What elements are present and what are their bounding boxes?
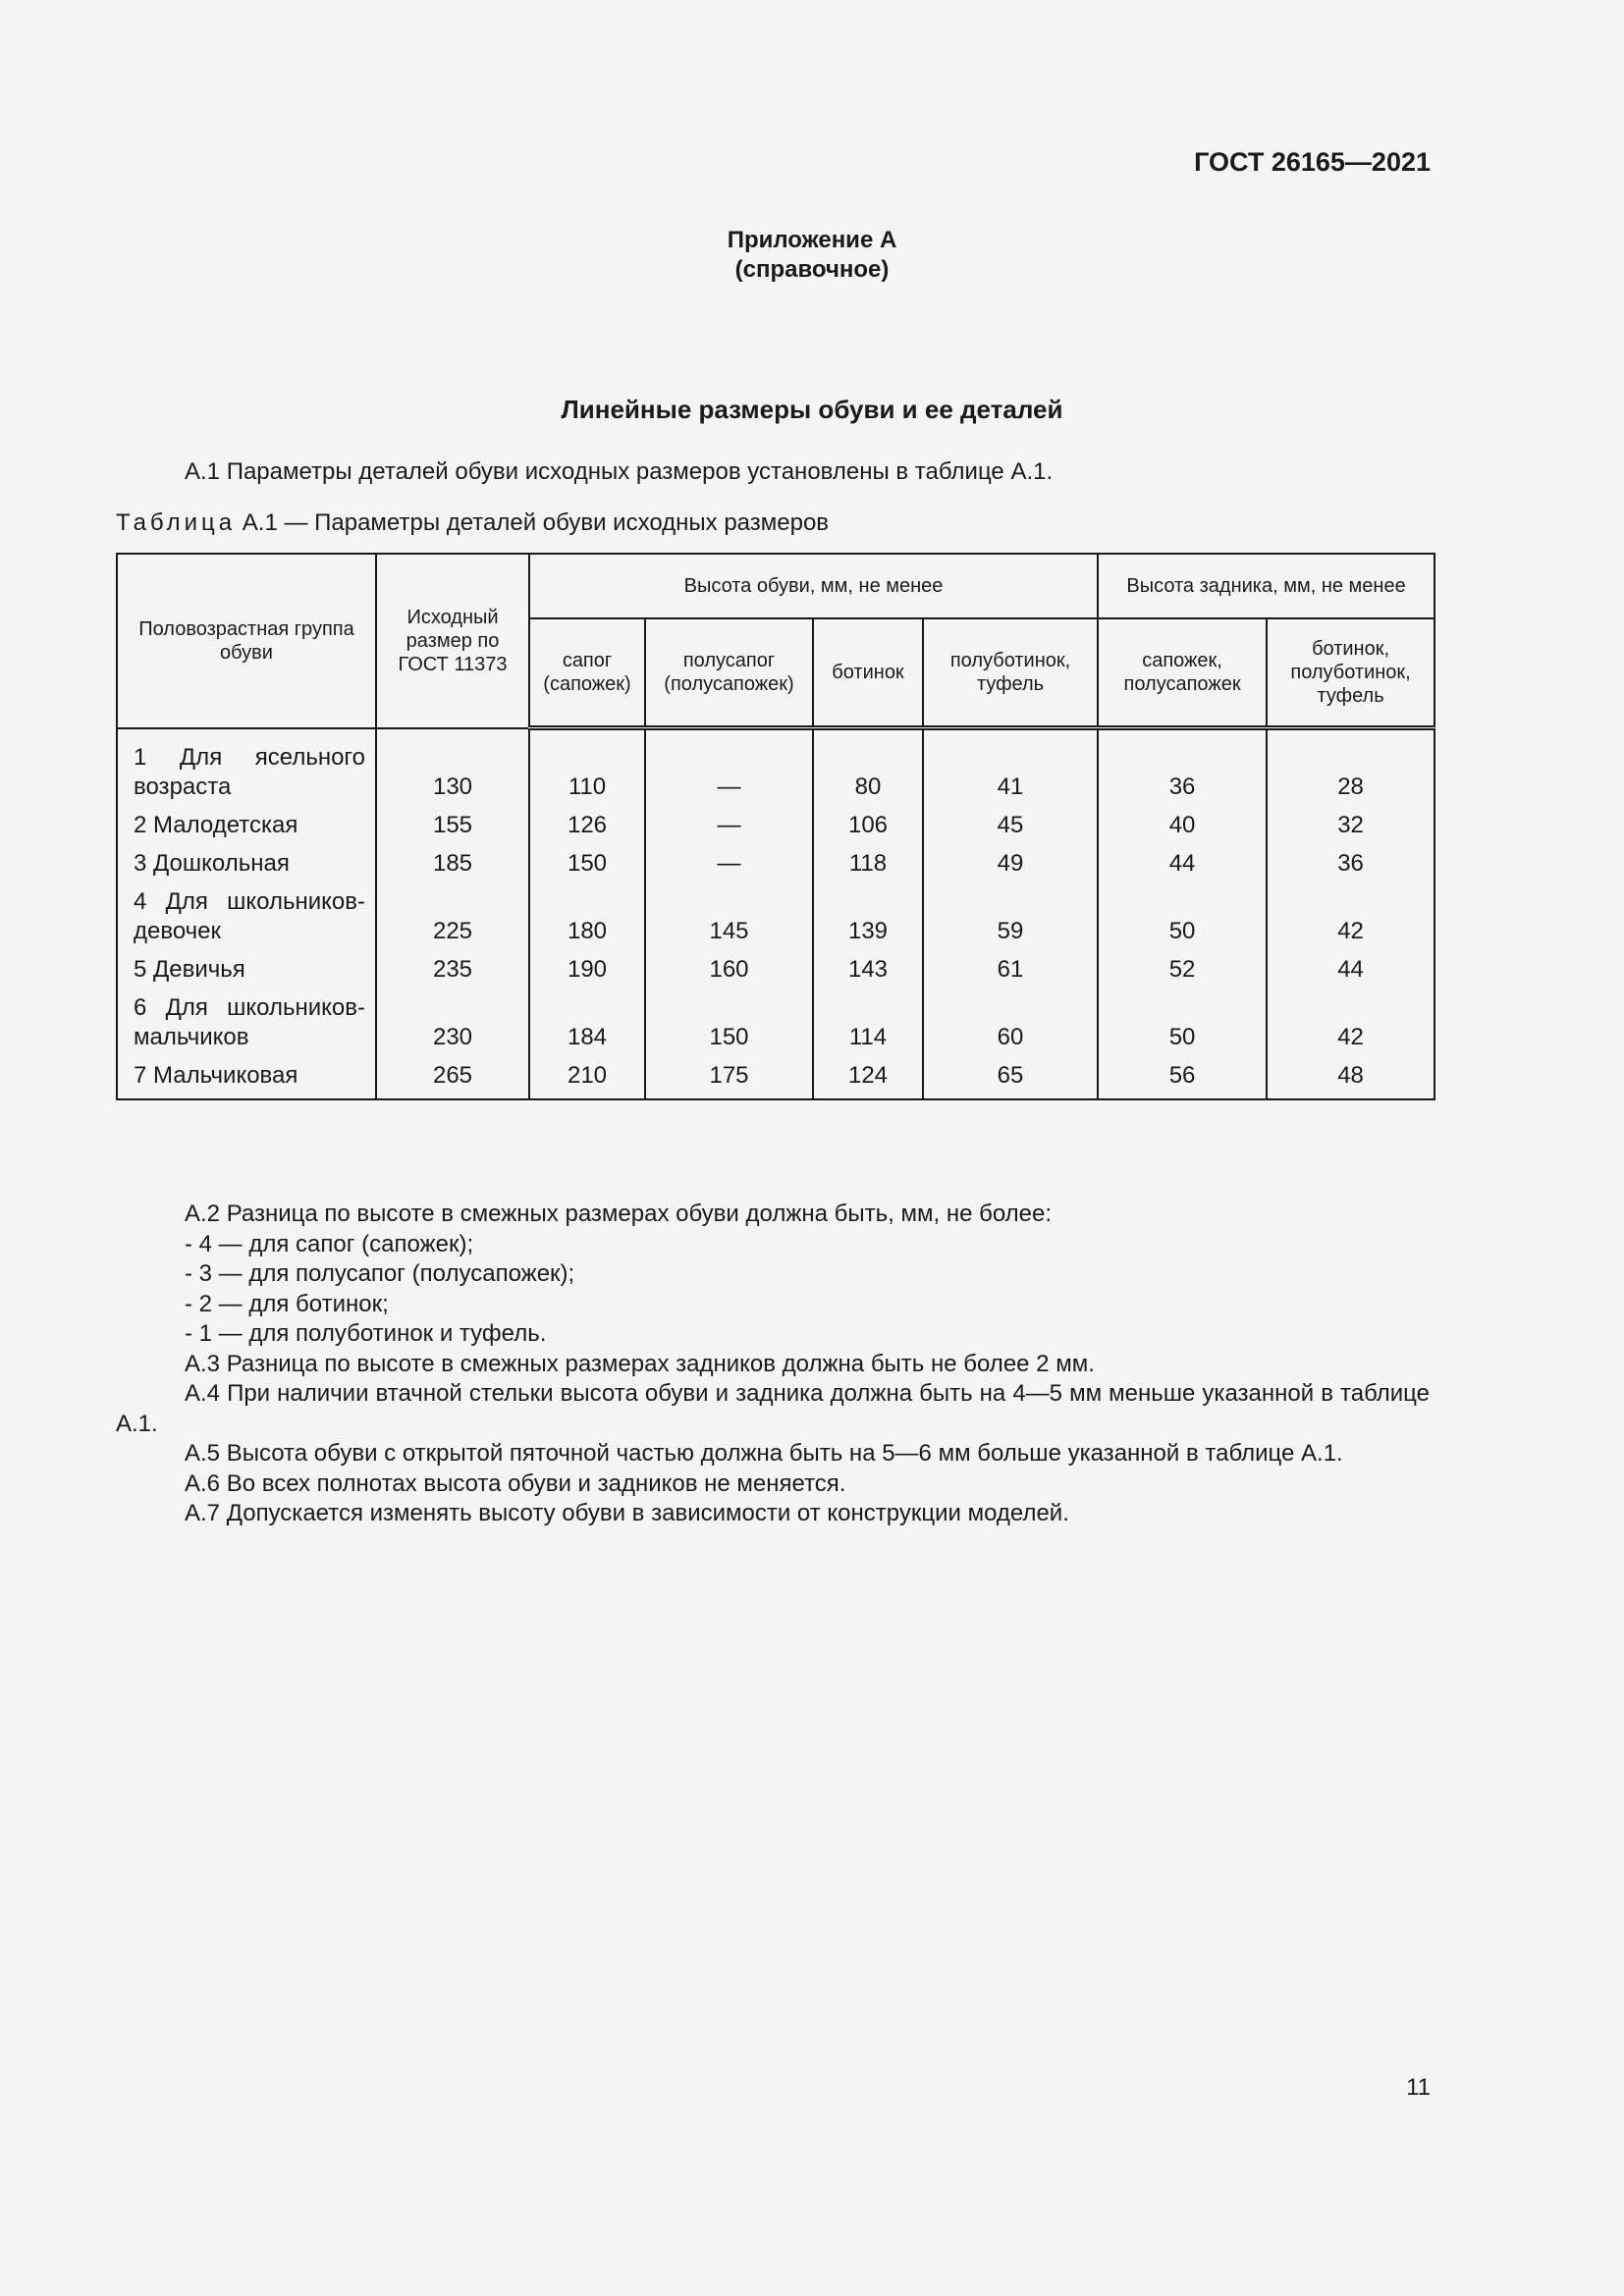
paragraph-a1: А.1 Параметры деталей обуви исходных размеров установлены в таблице А.1. [185,458,1054,485]
table-cell: 210 [529,1055,645,1099]
table-cell: 52 [1098,949,1267,988]
table-row [117,728,1435,805]
note-a7: А.7 Допускается изменять высоту обуви в зависимости от конструкции моделей. [185,1500,1069,1526]
appendix-title: Приложение А [727,227,897,253]
table-cell: 49 [923,843,1098,881]
table-row [117,1055,1435,1099]
header-sub: полусапог (полусапожек) [645,618,813,728]
table-cell: 32 [1267,805,1435,843]
header-sub: ботинок [813,618,923,728]
header-group: Половозрастная группа обуви [117,554,376,728]
notes-block [116,1200,1430,1529]
note-a2: А.2 Разница по высоте в смежных размерах обуви должна быть, мм, не более: [185,1201,1053,1227]
table-cell: 118 [813,843,923,881]
table-cell: 48 [1267,1055,1435,1099]
table-cell: 235 [376,949,529,988]
note-a2-item: - 3 — для полусапог (полусапожек); [185,1260,575,1287]
table-cell: 155 [376,805,529,843]
table-cell: 124 [813,1055,923,1099]
table-caption [116,509,829,537]
table-cell: 42 [1267,881,1435,949]
note-a4: А.4 При наличии втачной стельки высота обуви и задника должна быть на 4—5 мм меньше указанной в таблице А.1. [116,1380,1430,1437]
header-heel-height: Высота задника, мм, не менее [1098,554,1435,618]
table-cell: 150 [645,988,813,1055]
table-cell: 160 [645,949,813,988]
table-cell: 65 [923,1055,1098,1099]
header-sub: полуботинок, туфель [923,618,1098,728]
table-cell: — [645,805,813,843]
group-cell: 2 Малодетская [117,805,376,843]
table-cell: 60 [923,988,1098,1055]
table-cell: 130 [376,728,529,805]
table-cell: 150 [529,843,645,881]
header-sub: сапог (сапожек) [529,618,645,728]
section-title: Линейные размеры обуви и ее деталей [561,395,1063,424]
group-cell: 6 Для школьников-мальчиков [117,988,376,1055]
appendix-type: (справочное) [734,256,890,283]
header-sub: сапожек, полусапожек [1098,618,1267,728]
note-a2-item: - 1 — для полуботинок и туфель. [185,1320,547,1347]
table-cell: 190 [529,949,645,988]
note-a5: А.5 Высота обуви с открытой пяточной частью должна быть на 5—6 мм больше указанной в таблице А.1. [185,1440,1343,1467]
table-cell: 28 [1267,728,1435,805]
table-cell: 184 [529,988,645,1055]
table-cell: 143 [813,949,923,988]
table-cell: 106 [813,805,923,843]
table-caption-word: Таблица [116,509,237,536]
header-sub: ботинок, полуботинок, туфель [1267,618,1435,728]
table-cell: 61 [923,949,1098,988]
table-cell: 36 [1267,843,1435,881]
table-row [117,843,1435,881]
table-row [117,805,1435,843]
table-caption-text: А.1 — Параметры деталей обуви исходных размеров [236,509,830,536]
table-cell: 145 [645,881,813,949]
table-row [117,881,1435,949]
table-cell: 50 [1098,988,1267,1055]
table-cell: 110 [529,728,645,805]
table-cell: 36 [1098,728,1267,805]
table-cell: 40 [1098,805,1267,843]
group-cell: 4 Для школьников-девочек [117,881,376,949]
header-size: Исходный размер по ГОСТ 11373 [376,554,529,728]
table-cell: 265 [376,1055,529,1099]
table-cell: 80 [813,728,923,805]
appendix-heading [0,226,1624,285]
header-shoe-height: Высота обуви, мм, не менее [529,554,1098,618]
group-cell: 1 Для ясельного возраста [117,728,376,805]
table-row [117,949,1435,988]
note-a2-item: - 4 — для сапог (сапожек); [185,1230,474,1257]
table-cell: 41 [923,728,1098,805]
standard-number: ГОСТ 26165—2021 [1194,147,1431,177]
table-cell: — [645,843,813,881]
note-a2-item: - 2 — для ботинок; [185,1290,389,1317]
table-cell: 185 [376,843,529,881]
table-cell: 114 [813,988,923,1055]
table-cell: 180 [529,881,645,949]
parameters-table [116,553,1435,1100]
group-cell: 3 Дошкольная [117,843,376,881]
table-cell: 44 [1267,949,1435,988]
table-cell: 139 [813,881,923,949]
page-number: 11 [1406,2074,1431,2101]
table-cell: 230 [376,988,529,1055]
group-cell: 5 Девичья [117,949,376,988]
table-cell: 56 [1098,1055,1267,1099]
note-a6: А.6 Во всех полнотах высота обуви и задников не меняется. [185,1469,846,1497]
table-cell: 126 [529,805,645,843]
table-cell: 225 [376,881,529,949]
table-cell: 44 [1098,843,1267,881]
table-row [117,988,1435,1055]
table-cell: 45 [923,805,1098,843]
note-a3: А.3 Разница по высоте в смежных размерах задников должна быть не более 2 мм. [185,1350,1095,1377]
table-cell: 59 [923,881,1098,949]
table-cell: 175 [645,1055,813,1099]
table-cell: 50 [1098,881,1267,949]
table-cell: 42 [1267,988,1435,1055]
group-cell: 7 Мальчиковая [117,1055,376,1099]
table-cell: — [645,728,813,805]
